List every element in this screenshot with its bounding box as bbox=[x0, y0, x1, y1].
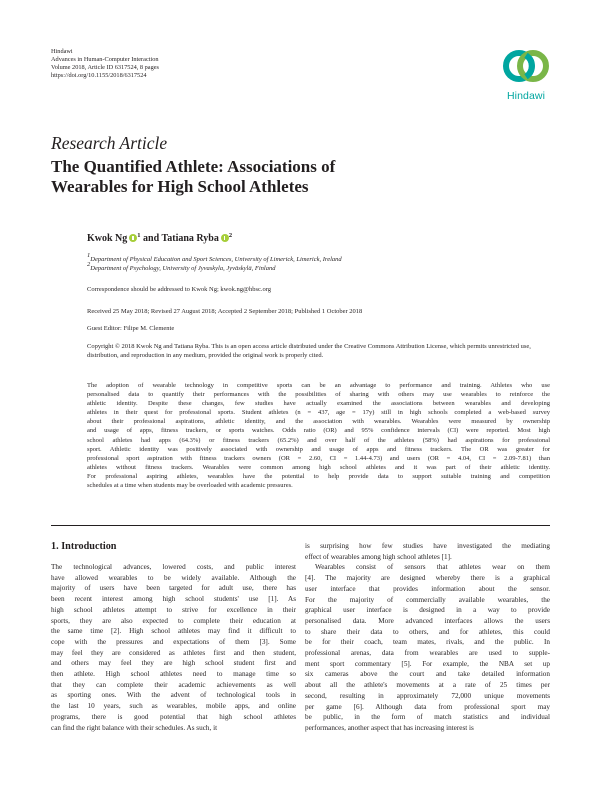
abstract bbox=[87, 381, 550, 490]
abstract-line: athletes in their quest for professional sports. Student athletes (n = 437, age = 17y) still in high schools completed a web-based survey bbox=[87, 409, 550, 417]
author-conjunction: and bbox=[140, 233, 162, 244]
body-text-line: personalised data. More advanced interfaces allows the users bbox=[305, 616, 550, 625]
author-affiliation-marker: 1 bbox=[137, 232, 141, 239]
body-text-line: user interface that provides information about the sensor. bbox=[305, 584, 550, 593]
copyright-notice: Copyright © 2018 Kwok Ng and Tatiana Ryba. This is an open access article distributed under the Creative Commons Attribution License, which permits unrestricted use, distribution, and reproduction in any medium, provided the original work is properly cited. bbox=[87, 343, 531, 359]
affiliations bbox=[87, 252, 342, 273]
body-text-line: graphical user interface is designed in a way to provide bbox=[305, 606, 550, 615]
abstract-line: and usage of apps, fitness trackers, or sports watches. Odds ratio (OR) and 95% confidence intervals (CI) were reported. Most high bbox=[87, 427, 550, 435]
abstract-line: schedules at a time when students may be overloaded with academic pressures. bbox=[87, 482, 293, 490]
abstract-line: professional sport aspiration with fitness trackers owners (OR = 2.60, CI = 1.44-4.73) and users (OR = 4.04, CI = 2.09-7.81) than bbox=[87, 454, 550, 462]
orcid-icon[interactable] bbox=[129, 234, 137, 242]
abstract-line: athletes without fitness trackers. Wearables were common among high school athletes and it was part of their athletic identity. bbox=[87, 463, 550, 471]
author-name: Kwok Ng bbox=[87, 233, 128, 244]
body-text-line: that they can complete their academic achievements as well bbox=[51, 680, 296, 689]
journal-name: Advances in Human-Computer Interaction bbox=[51, 56, 159, 64]
section-heading: 1. Introduction bbox=[51, 541, 117, 552]
author-name: Tatiana Ryba bbox=[161, 233, 219, 244]
orcid-icon[interactable] bbox=[221, 234, 229, 242]
body-column-left bbox=[51, 562, 296, 733]
affiliation-marker: 1 bbox=[87, 252, 91, 259]
doi-link[interactable]: https://doi.org/10.1155/2018/6317524 bbox=[51, 72, 147, 80]
section-divider bbox=[51, 525, 550, 526]
journal-info bbox=[51, 48, 159, 80]
body-text-line: programs, there is good potential that high school athletes bbox=[51, 712, 296, 721]
body-text-line: Wearables consist of sensors that athletes wear on them bbox=[315, 563, 550, 572]
body-column-right bbox=[305, 541, 550, 734]
article-type: Research Article bbox=[51, 133, 168, 153]
publisher-name: Hindawi bbox=[51, 48, 73, 55]
title-line-2: Wearables for High School Athletes bbox=[51, 176, 309, 196]
title-line-1: The Quantified Athlete: Associations of bbox=[51, 157, 336, 176]
body-text-line: the last 10 years, such as wearables, mobile apps, and online bbox=[51, 702, 296, 711]
correspondence: Correspondence should be addressed to Kwok Ng; kwok.ng@hbsc.org bbox=[87, 286, 272, 293]
body-text-line: per game [6]. Although data from professional sport may bbox=[305, 702, 550, 711]
affiliation-item bbox=[87, 261, 342, 273]
body-text-line: For the majority of commercially available wearables, the bbox=[305, 595, 550, 604]
body-text-line: be for their coach, team mates, rivals, and the public. In bbox=[305, 638, 550, 647]
body-text-line: majority of users have been targeted for adult use, there has bbox=[51, 584, 296, 593]
journal-volume: Volume 2018, Article ID 6317524, 8 pages bbox=[51, 64, 159, 72]
hindawi-logo-icon bbox=[500, 44, 552, 88]
affiliation-item bbox=[87, 252, 342, 264]
affiliation-text: Department of Physical Education and Sport Sciences, University of Limerick, Limerick, Ireland bbox=[90, 256, 342, 263]
body-text-line: The technological advances, lowered costs, and public interest bbox=[51, 563, 296, 571]
body-text-line: cope with the pressures and expectations of them [3]. Some bbox=[51, 637, 296, 646]
paper-title bbox=[51, 157, 471, 196]
body-text-line: high school athletes attempt to strive for excellence in their bbox=[51, 605, 296, 614]
body-text-line: have allowed wearables to be widely available. Although the bbox=[51, 573, 296, 582]
abstract-line: For professional aspiring athletes, wearables have the potential to help provide data to support suitable training and competition bbox=[87, 472, 550, 480]
body-text-line: six cameras above the court and take detailed information bbox=[305, 670, 550, 679]
body-text-line: ment sport commentary [5]. For example, the NBA set up bbox=[305, 659, 550, 668]
body-text-line: second, resulting in approximately 72,000 unique movements bbox=[305, 691, 550, 700]
article-dates: Received 25 May 2018; Revised 27 August 2018; Accepted 2 September 2018; Published 1 October 2018 bbox=[87, 308, 363, 315]
abstract-line: The adoption of wearable technology in competitive sports can be an advantage to performance and training. Athletes who use bbox=[87, 382, 550, 389]
body-text-line: about all the athlete's movements at a rate of 25 times per bbox=[305, 681, 550, 690]
body-text-line: be public, in the form of match statistics and individual bbox=[305, 713, 550, 722]
body-text-line: [4]. The majority are designed whereby there is a graphical bbox=[305, 574, 550, 583]
affiliation-text: Department of Psychology, University of Jyvaskyla, Jyväskylä, Finland bbox=[90, 265, 276, 272]
author-affiliation-marker: 2 bbox=[228, 232, 233, 239]
body-text-line: as sporting ones. With the advent of technological tools in bbox=[51, 691, 296, 700]
body-text-line: sports, they are also expected to complete their education at bbox=[51, 616, 296, 625]
abstract-line: about their professional aspirations, athletic identity, and the association with wearables. Wearables were measured by ownership bbox=[87, 418, 550, 426]
body-text-line: performances, another aspect that has increasing interest is bbox=[305, 723, 474, 732]
body-text-line: may feel they are considered as athletes first and then student, bbox=[51, 648, 296, 657]
abstract-line: school athletes had apps (64.3%) or fitness trackers (65.2%) and over half of the athletes (58%) had aspirations for professional bbox=[87, 436, 550, 444]
body-text-line: the same time [2]. High school athletes may find it difficult to bbox=[51, 627, 296, 636]
logo-text: Hindawi bbox=[506, 90, 546, 102]
affiliation-marker: 2 bbox=[87, 261, 91, 268]
body-text-line: is surprising how few studies have investigated the mediating bbox=[305, 542, 550, 550]
body-text-line: effect of wearables among high school athletes [1]. bbox=[305, 552, 452, 561]
abstract-line: athletic identity. Despite these changes, few studies have actually examined the associations between wearables and developing bbox=[87, 400, 550, 408]
body-text-line: can find the right balance with their schedules. As such, it bbox=[51, 723, 218, 732]
abstract-line: sport. Athletic identity was positively associated with ownership and usage of apps and fitness trackers. The OR was greater for bbox=[87, 445, 550, 453]
author-list bbox=[87, 233, 232, 244]
abstract-line: personalised data to quantify their performances with the possibilities of sharing with others may use wearables to reinforce the bbox=[87, 391, 550, 399]
body-text-line: been recent interest among high school students' use [1]. As bbox=[51, 595, 296, 604]
body-text-line: and others may feel they are high school student first and bbox=[51, 659, 296, 668]
hindawi-logo bbox=[500, 44, 552, 104]
body-text-line: then athlete. High school athletes need to manage time so bbox=[51, 670, 296, 679]
body-text-line: professional arenas, data from wearables are used to supple- bbox=[305, 649, 550, 658]
body-text-line: to share their data to others, and for athletes, this could bbox=[305, 627, 550, 636]
guest-editor: Guest Editor: Filipe M. Clemente bbox=[87, 325, 175, 332]
